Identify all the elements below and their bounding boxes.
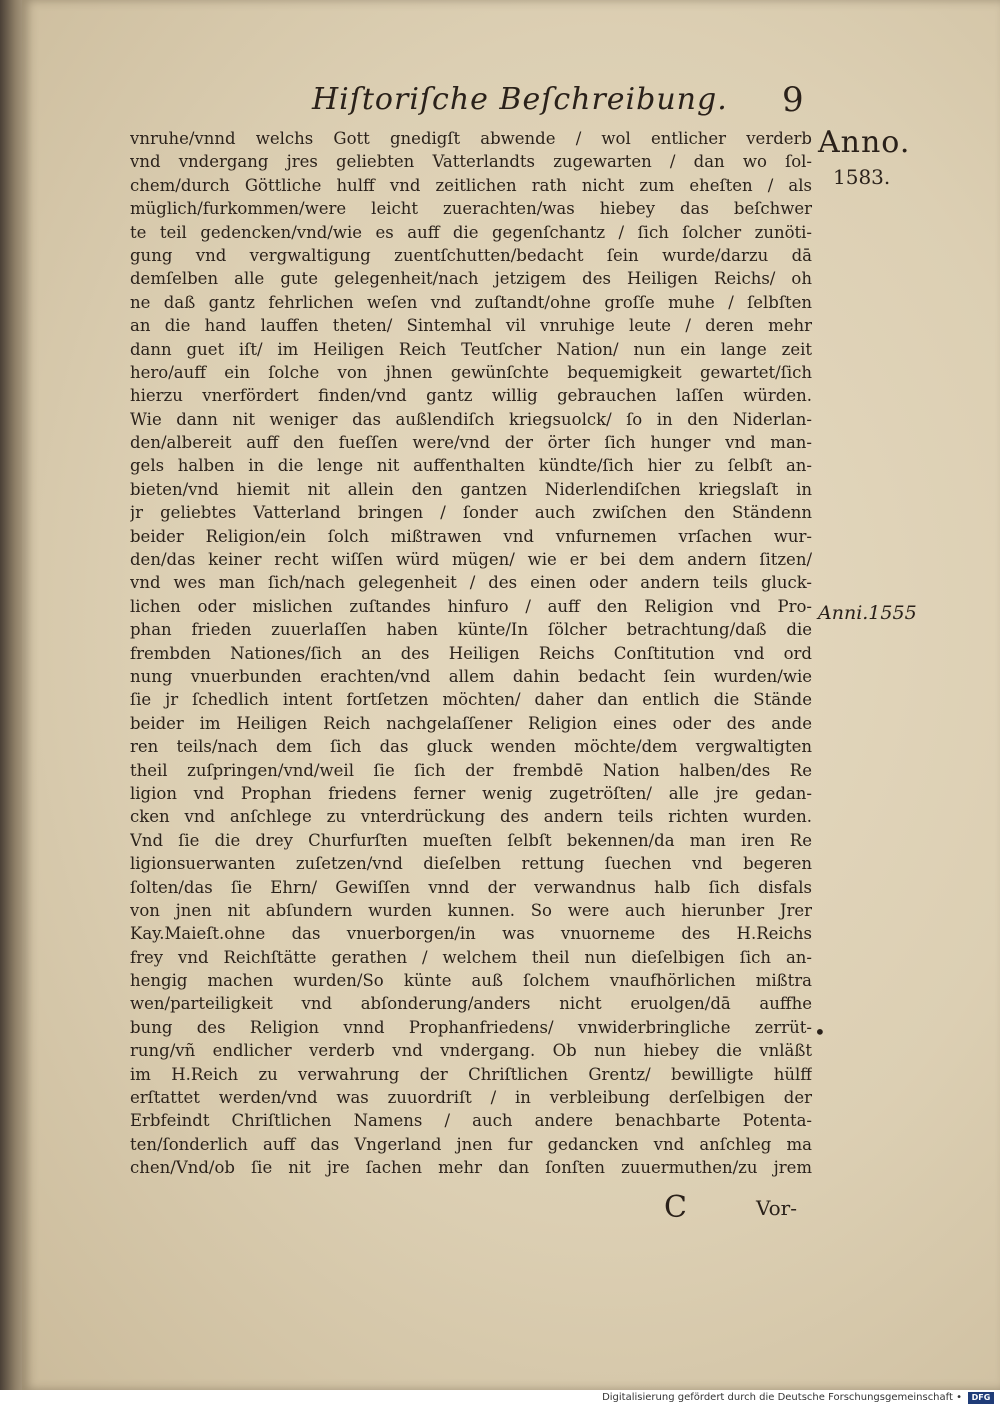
text-line: hero/auff ein ſolche von jhnen gewünſchte bequemigkeit gewartet/ſich (130, 362, 812, 382)
margin-year: 1583. (833, 165, 891, 189)
text-line: ten/ſonderlich auff das Vngerland jnen fur gedancken vnd anſchleg ma (130, 1134, 812, 1154)
text-line: chen/Vnd/ob ſie nit jre ſachen mehr dan ſonſten zuuermuthen/zu jrem (130, 1158, 812, 1178)
text-line: beider im Heiligen Reich nachgelaſſener Religion eines oder des ande (130, 713, 812, 733)
margin-note-anni-1555: Anni.1555 (818, 602, 917, 624)
funding-credit: Digitalisierung gefördert durch die Deutsche Forschungsgemeinschaft • (602, 1392, 962, 1403)
text-line: müglich/furkommen/were leicht zuerachten/was hiebey das beſchwer (130, 199, 812, 219)
text-line: den/albereit auff den fueſſen were/vnd der örter ſich hunger vnd man- (130, 433, 812, 453)
text-line: gels halben in die lenge nit auffenthalten kündte/ſich hier zu ſelbſt an- (130, 456, 812, 476)
page-number: 9 (782, 80, 804, 120)
text-line: bieten/vnd hiemit nit allein den gantzen Niderlendiſchen kriegslaſt in (130, 479, 812, 499)
signature-mark: C (664, 1190, 687, 1225)
text-line: jr geliebtes Vatterland bringen / ſonder auch zwiſchen den Ständenn (130, 503, 812, 523)
text-line: demſelben alle gute gelegenheit/nach jetzigem des Heiligen Reichs/ oh (130, 269, 812, 289)
text-line: phan frieden zuuerlaſſen haben künte/In ſölcher betrachtung/daß die (130, 620, 812, 640)
text-line: im H.Reich zu verwahrung der Chriſtlichen Grentz/ bewilligte hülff (130, 1064, 812, 1084)
text-line: ligionsuerwanten zuſetzen/vnd dieſelben rettung ſuechen vnd begeren (130, 854, 812, 874)
text-line: ſolten/das ſie Ehrn/ Gewiſſen vnnd der verwandnus halb ſich disfals (130, 877, 812, 897)
text-line: ren teils/nach dem ſich das gluck wenden möchte/dem vergwaltigten (130, 737, 812, 757)
body-text (130, 127, 812, 1180)
dfg-logo-icon: DFG (968, 1392, 994, 1404)
text-line: hierzu vnerfördert finden/vnd gantz willig gebrauchen laſſen würden. (130, 386, 812, 406)
text-line: Erbfeindt Chriſtlichen Namens / auch andere benachbarte Potenta- (130, 1111, 812, 1131)
text-line: Wie dann nit weniger das außlendiſch kriegsuolck/ ſo in den Niderlan- (130, 409, 812, 429)
text-line: erſtattet werden/vnd was zuuordriſt / in verbleibung derſelbigen der (130, 1088, 812, 1108)
text-line: ligion vnd Prophan friedens ferner wenig zugetröſten/ alle jre gedan- (130, 783, 812, 803)
running-header: Hiſtoriſche Beſchreibung. (312, 82, 728, 117)
margin-anno: Anno. (818, 125, 911, 160)
text-line: gung vnd vergwaltigung zuentſchutten/bedacht ſein wurde/darzu dā (130, 245, 812, 265)
text-line: cken vnd anſchlege zu vnterdrückung des andern teils richten wurden. (130, 807, 812, 827)
text-line: ſie jr ſchedlich intent fortſetzen möchten/ daher dan entlich die Stände (130, 690, 812, 710)
text-line: nung vnuerbunden erachten/vnd allem dahin bedacht ſein wurden/wie (130, 666, 812, 686)
text-line: vnruhe/vnnd welchs Gott gnedigſt abwende / wol entlicher verderb (130, 129, 812, 148)
text-line: theil zuſpringen/vnd/weil ſie ſich der frembdē Nation halben/des Re (130, 760, 812, 780)
margin-mark: • (814, 1020, 826, 1044)
text-line: bung des Religion vnnd Prophanfriedens/ vnwiderbringliche zerrüt- (130, 1017, 812, 1037)
text-line: den/das keiner recht wiſſen würd mügen/ wie er bei dem andern ſitzen/ (130, 550, 812, 570)
text-line: vnd vndergang jres geliebten Vatterlandts zugewarten / dan wo ſol- (130, 152, 812, 172)
text-line: hengig machen wurden/So künte auß ſolchem vnaufhörlichen mißtra (130, 971, 812, 991)
text-line: beider Religion/ein ſolch mißtrawen vnd vnfurnemen vrſachen wur- (130, 526, 812, 546)
text-line: te teil gedencken/vnd/wie es auff die gegenſchantz / ſich ſolcher zunöti- (130, 222, 812, 242)
catchword: Vor- (756, 1196, 797, 1220)
text-line: dann guet iſt/ im Heiligen Reich Teutſcher Nation/ nun ein lange zeit (130, 339, 812, 359)
text-line: frey vnd Reichſtätte gerathen / welchem theil nun dieſelbigen ſich an- (130, 947, 812, 967)
text-line: rung/vñ endlicher verderb vnd vndergang. Ob nun hiebey die vnläßt (130, 1041, 812, 1061)
text-line: von jnen nit abſundern wurden kunnen. So were auch hierunber Jrer (130, 900, 812, 920)
text-line: chem/durch Göttliche hulff vnd zeitlichen rath nicht zum eheſten / als (130, 175, 812, 195)
text-line: wen/parteiligkeit vnd abſonderung/anders nicht eruolgen/dā auffhe (130, 994, 812, 1014)
book-gutter (0, 0, 22, 1390)
text-line: an die hand lauffen theten/ Sintemhal vil vnruhige leute / deren mehr (130, 316, 812, 336)
text-line: frembden Nationes/ſich an des Heiligen Reichs Conſtitution vnd ord (130, 643, 812, 663)
text-line: Vnd ſie die drey Churfurſten mueſten ſelbſt bekennen/da man iren Re (130, 830, 812, 850)
text-line: vnd wes man ſich/nach gelegenheit / des einen oder andern teils gluck- (130, 573, 812, 593)
text-line: ne daß gantz fehrlichen weſen vnd zuſtandt/ohne groſſe muhe / ſelbſten (130, 292, 812, 312)
text-line: lichen oder mislichen zuſtandes hinfuro / auff den Religion vnd Pro- (130, 596, 812, 616)
text-line: Kay.Maieſt.ohne das vnuerborgen/in was vnuorneme des H.Reichs (130, 924, 812, 944)
